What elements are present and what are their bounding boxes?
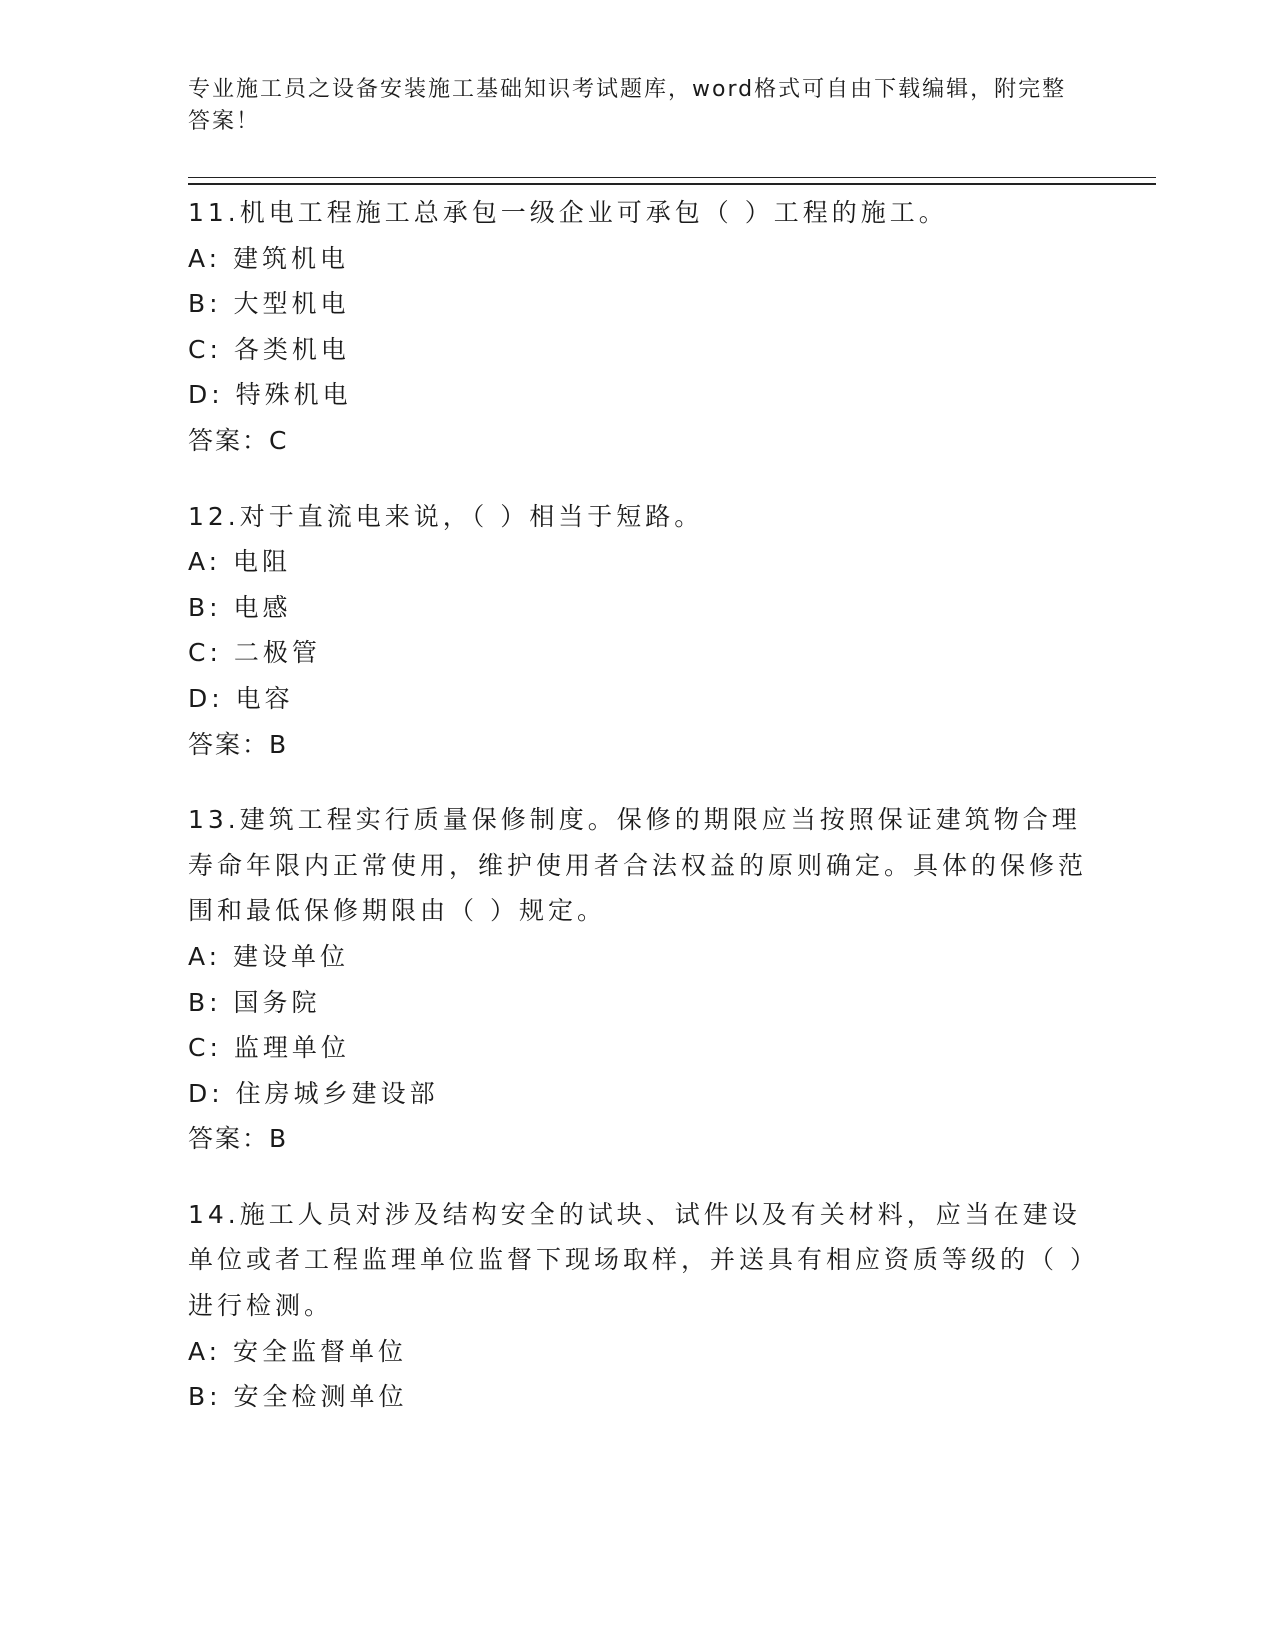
option-key: D: (188, 683, 224, 713)
option-value: 建设单位 (233, 941, 350, 971)
option-key: C: (188, 334, 222, 364)
option-value: 建筑机电 (233, 243, 350, 273)
option-value: 监理单位 (233, 1033, 350, 1063)
option-key: D: (188, 1078, 224, 1108)
option-value: 特殊机电 (235, 380, 352, 410)
question-13 (188, 797, 1088, 1162)
question-12 (188, 494, 1088, 768)
question-text: 11.机电工程施工总承包一级企业可承包（ ）工程的施工。 (188, 198, 948, 227)
question-text: 14.施工人员对涉及结构安全的试块、试件以及有关材料，应当在建设单位或者工程监理单位监督下现场取样，并送具有相应资质等级的（ ）进行检测。 (188, 1199, 1087, 1321)
header-divider-thick (188, 183, 1156, 185)
option-b (188, 980, 1088, 1026)
option-value: 电阻 (233, 547, 292, 577)
question-11 (188, 190, 1088, 464)
answer-line: 答案：B (188, 729, 289, 759)
question-text: 12.对于直流电来说，（ ）相当于短路。 (188, 501, 704, 531)
option-key: B: (188, 289, 222, 319)
answer-line: 答案：C (188, 425, 289, 455)
option-value: 安全监督单位 (233, 1336, 408, 1366)
option-value: 安全检测单位 (233, 1382, 408, 1412)
option-key: B: (188, 592, 222, 622)
option-b (188, 281, 1088, 327)
option-value: 各类机电 (233, 334, 350, 364)
option-key: A: (188, 941, 222, 971)
option-key: C: (188, 638, 222, 668)
option-value: 住房城乡建设部 (235, 1078, 439, 1108)
option-key: A: (188, 243, 222, 273)
option-c (188, 1025, 1088, 1071)
answer-line: 答案：B (188, 1124, 289, 1154)
option-a (188, 539, 1088, 585)
option-key: C: (188, 1033, 222, 1063)
option-b (188, 585, 1088, 631)
option-d (188, 372, 1088, 418)
option-c (188, 327, 1088, 373)
option-a (188, 934, 1088, 980)
option-a (188, 236, 1088, 282)
question-text: 13.建筑工程实行质量保修制度。保修的期限应当按照保证建筑物合理寿命年限内正常使用，维护使用者合法权益的原则确定。具体的保修范围和最低保修期限由（ ）规定。 (188, 805, 1088, 926)
option-key: B: (188, 987, 222, 1017)
option-c (188, 630, 1088, 676)
option-a (188, 1329, 1088, 1375)
option-value: 大型机电 (233, 289, 350, 319)
question-list (188, 190, 1088, 1450)
option-b (188, 1374, 1088, 1420)
option-key: D: (188, 380, 224, 410)
option-value: 国务院 (233, 987, 321, 1017)
header-divider-thin (188, 177, 1156, 178)
option-value: 电感 (233, 592, 292, 622)
option-value: 电容 (235, 683, 294, 713)
question-14 (188, 1192, 1088, 1420)
option-d (188, 676, 1088, 722)
option-key: B: (188, 1382, 222, 1412)
document-header: 专业施工员之设备安装施工基础知识考试题库，word格式可自由下载编辑，附完整答案！ (188, 77, 1067, 134)
option-key: A: (188, 1336, 222, 1366)
option-key: A: (188, 547, 222, 577)
option-d (188, 1071, 1088, 1117)
option-value: 二极管 (233, 638, 321, 668)
